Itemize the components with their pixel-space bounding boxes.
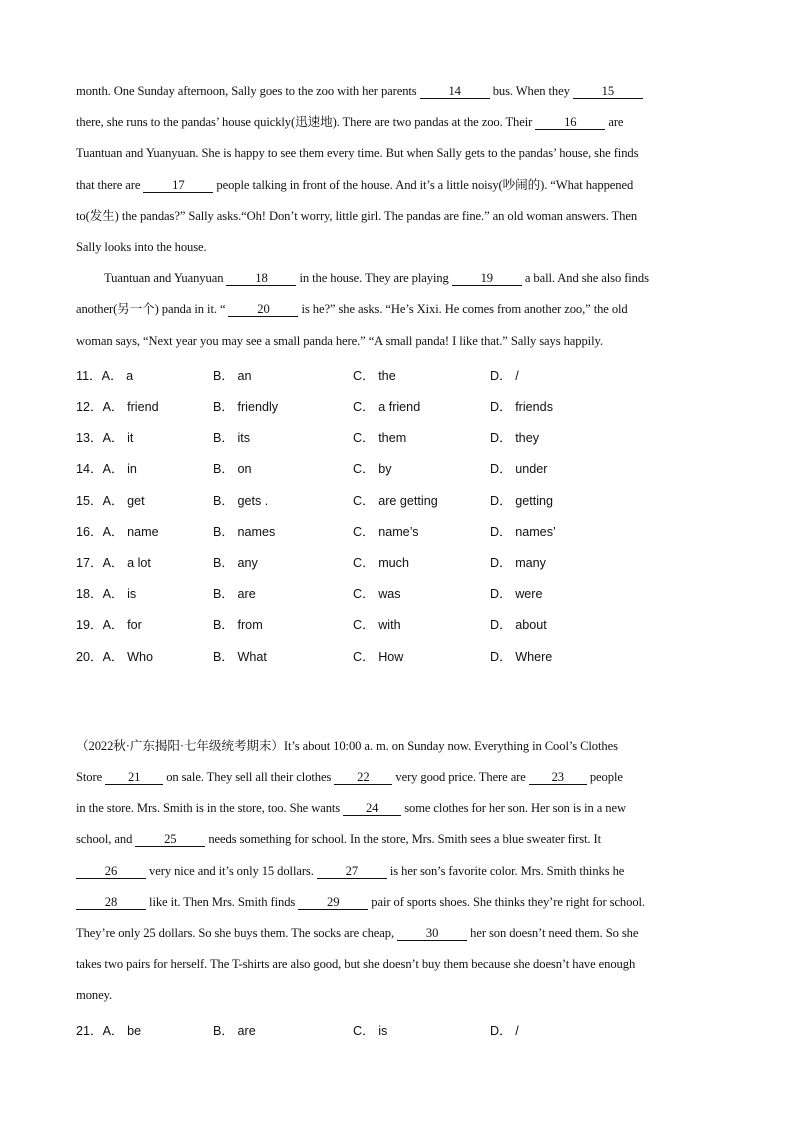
blank-15: 15 — [573, 84, 643, 99]
paragraph-line: Store 21 on sale. They sell all their clothes 22 very good price. There are 23 people — [76, 769, 623, 784]
option-b[interactable]: B． are — [213, 587, 256, 602]
paragraph-line: money. — [76, 988, 113, 1003]
question-row — [76, 1012, 722, 1043]
paragraph-line: that there are 17 people talking in front of the house. And it’s a little noisy(吵闹的). “What happened — [76, 177, 634, 192]
option-a[interactable]: 13．A． it — [76, 431, 134, 446]
option-a[interactable]: 20．A． Who — [76, 649, 153, 664]
question-row — [76, 450, 722, 481]
option-c[interactable]: C． a friend — [353, 400, 421, 415]
paragraph-line: school, and 25 needs something for school. In the store, Mrs. Smith sees a blue sweater first. It — [76, 832, 601, 847]
option-b[interactable]: B． gets . — [213, 493, 269, 508]
passage-1 — [76, 76, 722, 357]
option-c[interactable]: C． with — [353, 618, 401, 633]
option-b[interactable]: B． an — [213, 368, 252, 383]
blank-19: 19 — [452, 271, 522, 286]
option-d[interactable]: D． getting — [490, 493, 553, 508]
option-d[interactable]: D． they — [490, 431, 539, 446]
option-c[interactable]: C． How — [353, 649, 404, 664]
blank-28: 28 — [76, 895, 146, 910]
option-b[interactable]: B． are — [213, 1023, 256, 1038]
option-b[interactable]: B． friendly — [213, 400, 279, 415]
blank-22: 22 — [334, 770, 392, 785]
option-c[interactable]: C． name’s — [353, 524, 419, 539]
paragraph-line: Tuantuan and Yuanyuan 18 in the house. They are playing 19 a ball. And she also finds — [104, 271, 649, 286]
blank-20: 20 — [228, 302, 298, 317]
option-d[interactable]: D． / — [490, 368, 519, 383]
passage-2 — [76, 731, 722, 1012]
paragraph-line: Tuantuan and Yuanyuan. She is happy to see them every time. But when Sally gets to the pandas’ house, she finds — [76, 146, 639, 161]
paragraph-line: takes two pairs for herself. The T-shirts are also good, but she doesn’t buy them because she doesn’t have enough — [76, 957, 636, 972]
question-row — [76, 575, 722, 606]
paragraph-line: woman says, “Next year you may see a small panda here.” “A small panda! I like that.” Sally says happily. — [76, 333, 603, 348]
blank-16: 16 — [535, 115, 605, 130]
paragraph-line: They’re only 25 dollars. So she buys them. The socks are cheap, 30 her son doesn’t need them. So she — [76, 925, 639, 940]
question-row — [76, 419, 722, 450]
option-a[interactable]: 11．A． a — [76, 368, 134, 383]
blank-18: 18 — [226, 271, 296, 286]
blank-23: 23 — [529, 770, 587, 785]
option-a[interactable]: 16．A． name — [76, 524, 159, 539]
document-page — [76, 76, 722, 1043]
option-d[interactable]: D． names’ — [490, 524, 556, 539]
option-c[interactable]: C． is — [353, 1023, 388, 1038]
paragraph-line: there, she runs to the pandas’ house quickly(迅速地). There are two pandas at the zoo. Their 16 are — [76, 115, 624, 130]
blank-14: 14 — [420, 84, 490, 99]
question-row — [76, 357, 722, 388]
blank-27: 27 — [317, 864, 387, 879]
option-a[interactable]: 21．A． be — [76, 1023, 142, 1038]
option-d[interactable]: D． many — [490, 555, 546, 570]
paragraph-line: another(另一个) panda in it. “ 20 is he?” she asks. “He’s Xixi. He comes from another zoo,” the old — [76, 302, 628, 317]
blank-25: 25 — [135, 832, 205, 847]
question-row — [76, 513, 722, 544]
option-b[interactable]: B． What — [213, 649, 267, 664]
blank-17: 17 — [143, 178, 213, 193]
option-c[interactable]: C． are getting — [353, 493, 438, 508]
paragraph-line: 28 like it. Then Mrs. Smith finds 29 pair of sports shoes. She thinks they’re right for school. — [76, 887, 722, 918]
question-row — [76, 388, 722, 419]
option-b[interactable]: B． any — [213, 555, 258, 570]
question-list-1 — [76, 357, 722, 669]
section-spacer — [76, 669, 722, 731]
question-row — [76, 544, 722, 575]
option-c[interactable]: C． the — [353, 368, 396, 383]
option-c[interactable]: C． much — [353, 555, 409, 570]
question-row — [76, 606, 722, 637]
option-b[interactable]: B． on — [213, 462, 252, 477]
paragraph-line: 26 very nice and it’s only 15 dollars. 27 is her son’s favorite color. Mrs. Smith thinks he — [76, 856, 722, 887]
option-b[interactable]: B． from — [213, 618, 263, 633]
option-d[interactable]: D． under — [490, 462, 548, 477]
option-a[interactable]: 12．A． friend — [76, 400, 159, 415]
blank-26: 26 — [76, 864, 146, 879]
option-a[interactable]: 18．A． is — [76, 587, 137, 602]
paragraph-line: to(发生) the pandas?” Sally asks.“Oh! Don’t worry, little girl. The pandas are fine.” an old woman answers. Then — [76, 208, 638, 223]
option-a[interactable]: 14．A． in — [76, 462, 137, 477]
blank-29: 29 — [298, 895, 368, 910]
question-row — [76, 482, 722, 513]
question-row — [76, 638, 722, 669]
blank-21: 21 — [105, 770, 163, 785]
paragraph-line: Sally looks into the house. — [76, 240, 207, 255]
option-d[interactable]: D． were — [490, 587, 543, 602]
option-a[interactable]: 17．A． a lot — [76, 555, 151, 570]
option-a[interactable]: 19．A． for — [76, 618, 142, 633]
option-b[interactable]: B． names — [213, 524, 276, 539]
paragraph-line: month. One Sunday afternoon, Sally goes to the zoo with her parents 14 bus. When they 15 — [76, 76, 722, 107]
option-d[interactable]: D． Where — [490, 649, 553, 664]
blank-24: 24 — [343, 801, 401, 816]
paragraph-line: （2022秋·广东揭阳·七年级统考期末）It’s about 10:00 a. m. on Sunday now. Everything in Cool’s Clothes — [76, 738, 618, 753]
blank-30: 30 — [397, 926, 467, 941]
option-a[interactable]: 15．A． get — [76, 493, 145, 508]
option-c[interactable]: C． was — [353, 587, 401, 602]
question-list-2 — [76, 1012, 722, 1043]
option-d[interactable]: D． friends — [490, 400, 553, 415]
option-c[interactable]: C． by — [353, 462, 392, 477]
option-b[interactable]: B． its — [213, 431, 251, 446]
option-d[interactable]: D． / — [490, 1023, 519, 1038]
paragraph-line: in the store. Mrs. Smith is in the store, too. She wants 24 some clothes for her son. Her son is in a new — [76, 801, 626, 816]
option-d[interactable]: D． about — [490, 618, 547, 633]
option-c[interactable]: C． them — [353, 431, 407, 446]
